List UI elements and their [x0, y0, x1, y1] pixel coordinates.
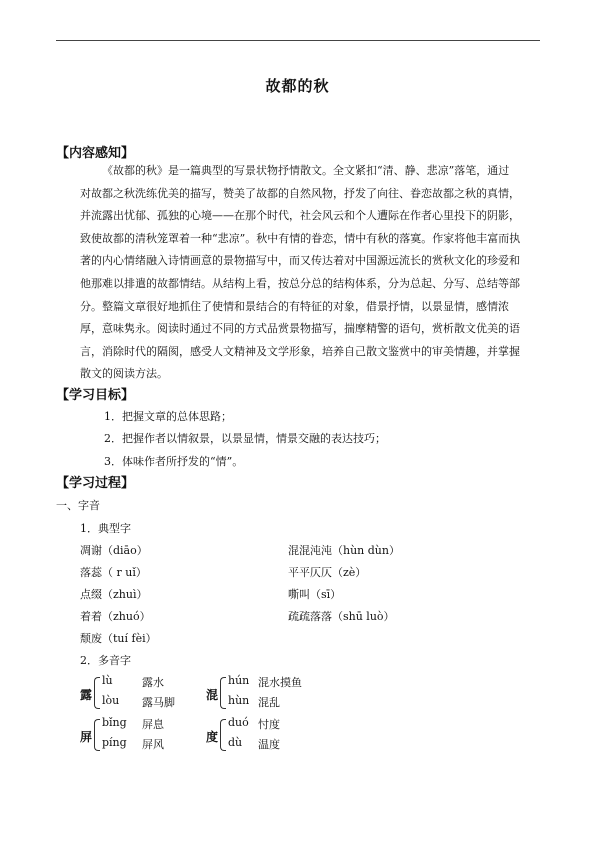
pinyin: hùn — [228, 694, 250, 707]
paragraph-line: 并流露出忧郁、孤独的心境——在那个时代，社会风云和个人遭际在作者心里投下的阴影， — [80, 209, 520, 223]
word-item: 疏疏落落（shū luò） — [288, 610, 395, 623]
subheading-pronunciation: 一、字音 — [56, 499, 100, 512]
pinyin: píng — [102, 736, 127, 749]
pinyin: lòu — [102, 694, 120, 707]
goal-item: 3．体味作者所抒发的“情”。 — [104, 455, 244, 468]
section-heading-content: 【内容感知】 — [56, 146, 135, 161]
word-item: 落蕊（ r uǐ） — [80, 566, 147, 579]
paragraph-line: 厚，意味隽永。阅读时通过不同的方式品赏景物描写，揣摩精警的语句，赏析散文优美的语 — [80, 322, 520, 336]
section-heading-goals: 【学习目标】 — [56, 388, 135, 403]
brace-icon — [220, 677, 226, 709]
paragraph-line: 《故都的秋》是一篇典型的写景状物抒情散文。全文紧扣“清、静、悲凉”落笔，通过 — [102, 164, 510, 177]
pinyin: duó — [228, 716, 249, 729]
brace-icon — [94, 719, 100, 751]
header-rule — [56, 40, 540, 41]
content-paragraph — [80, 160, 540, 386]
word-item: 凋谢（diāo） — [80, 544, 148, 557]
pinyin: bǐng — [102, 716, 127, 729]
pinyin: lù — [102, 674, 113, 687]
pinyin: hún — [228, 674, 250, 687]
paragraph-line: 对故都之秋洗练优美的描写，赞美了故都的自然风物，抒发了向往、眷恋故都之秋的真情， — [80, 186, 520, 200]
example-word: 忖度 — [258, 718, 280, 731]
subheading-polyphones: 2．多音字 — [80, 654, 131, 667]
paragraph-line: 他那难以排遣的故都情结。从结构上看，按总分总的结构体系，分为总起、分写、总结等部 — [80, 276, 520, 290]
goal-item: 1．把握文章的总体思路； — [104, 410, 232, 423]
polyphone-char: 混 — [206, 688, 219, 702]
word-item: 颓废（tuí fèi） — [80, 632, 157, 645]
example-word: 露水 — [142, 676, 164, 689]
example-word: 屏息 — [142, 718, 164, 731]
example-word: 温度 — [258, 738, 280, 751]
polyphone-char: 露 — [80, 688, 93, 702]
page-title: 故都的秋 — [265, 77, 330, 95]
paragraph-line: 著的内心情绪融入诗情画意的景物描写中，而又传达着对中国源远流长的赏秋文化的珍爱和 — [80, 254, 520, 268]
polyphone-char: 度 — [206, 730, 219, 744]
paragraph-line: 散文的阅读方法。 — [80, 367, 168, 381]
word-item: 着着（zhuó） — [80, 610, 151, 623]
paragraph-line: 分。整篇文章很好地抓住了使情和景结合的有特征的对象，借景抒情，以景显情，感情浓 — [80, 299, 509, 313]
paragraph-line: 言，消除时代的隔阂，感受人文精神及文学形象，培养自己散文鉴赏中的审美情趣，并掌握 — [80, 344, 520, 358]
word-item: 平平仄仄（zè） — [288, 566, 367, 579]
word-item: 嘶叫（sī） — [288, 588, 342, 601]
word-item: 混混沌沌（hùn dùn） — [288, 544, 400, 557]
example-word: 露马脚 — [142, 696, 175, 709]
goal-item: 2．把握作者以情叙景，以景显情，情景交融的表达技巧； — [104, 432, 386, 445]
paragraph-line: 致使故都的清秋笼罩着一种“悲凉”。秋中有情的眷恋，情中有秋的落寞。作家将他丰富而执 — [80, 231, 521, 245]
example-word: 屏风 — [142, 738, 164, 751]
brace-icon — [94, 677, 100, 709]
example-word: 混乱 — [258, 696, 280, 709]
section-heading-process: 【学习过程】 — [56, 476, 135, 491]
pinyin: dù — [228, 736, 243, 749]
word-item: 点缀（zhuì） — [80, 588, 148, 601]
subheading-typical-chars: 1．典型字 — [80, 522, 131, 535]
polyphone-char: 屏 — [80, 730, 93, 744]
example-word: 混水摸鱼 — [258, 676, 302, 689]
brace-icon — [220, 719, 226, 751]
